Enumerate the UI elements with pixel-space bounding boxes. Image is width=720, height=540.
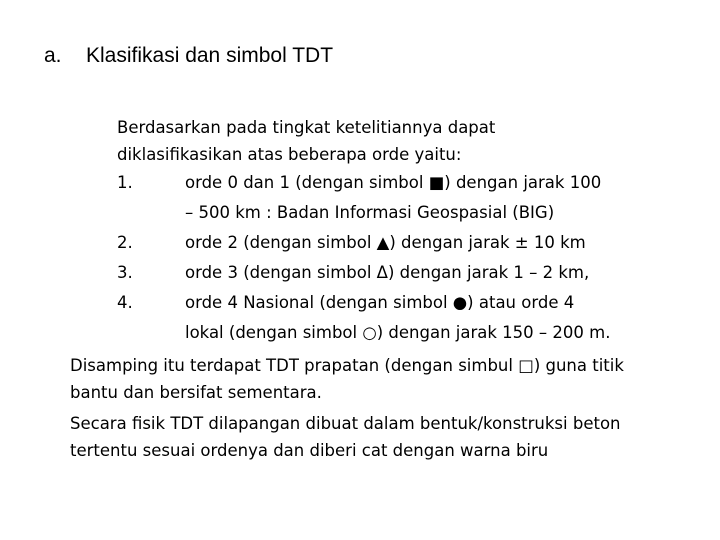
list-item-number: 1. [117,173,133,192]
list-item [117,258,610,288]
list-item-line: orde 0 dan 1 (dengan simbol ■) dengan jarak 100 [185,173,602,192]
note-line: Secara fisik TDT dilapangan dibuat dalam bentuk/konstruksi beton [70,414,621,433]
note-line: Disamping itu terdapat TDT prapatan (dengan simbul □) guna titik [70,356,624,375]
list-item-text [185,258,589,288]
list-item-number: 3. [117,263,133,282]
list-item-line: orde 2 (dengan simbol ▲) dengan jarak ± 10 km [185,233,586,252]
list-item-line: orde 4 Nasional (dengan simbol ●) atau orde 4 [185,293,575,312]
note-paragraph [70,352,624,406]
intro-line: diklasifikasikan atas beberapa orde yaitu: [117,145,462,164]
list-item-line: – 500 km : Badan Informasi Geospasial (BIG) [185,203,555,222]
list-item-number: 4. [117,293,133,312]
list-item-number: 2. [117,233,133,252]
section-heading [44,44,333,68]
orde-list [117,168,610,348]
section-title: Klasifikasi dan simbol TDT [86,44,334,67]
list-item [117,228,610,258]
list-item-text [185,168,601,228]
intro-line: Berdasarkan pada tingkat ketelitiannya dapat [117,118,496,137]
list-item-text [185,228,586,258]
list-item-line: lokal (dengan simbol ○) dengan jarak 150 – 200 m. [185,323,611,342]
note-line: bantu dan bersifat sementara. [70,383,322,402]
list-item [117,168,610,228]
list-item-line: orde 3 (dengan simbol Δ) dengan jarak 1 – 2 km, [185,263,590,282]
section-marker: a. [44,44,62,67]
list-item-text [185,288,610,348]
intro-paragraph [117,114,495,168]
note-paragraph [70,410,621,464]
list-item [117,288,610,348]
note-line: tertentu sesuai ordenya dan diberi cat dengan warna biru [70,441,549,460]
